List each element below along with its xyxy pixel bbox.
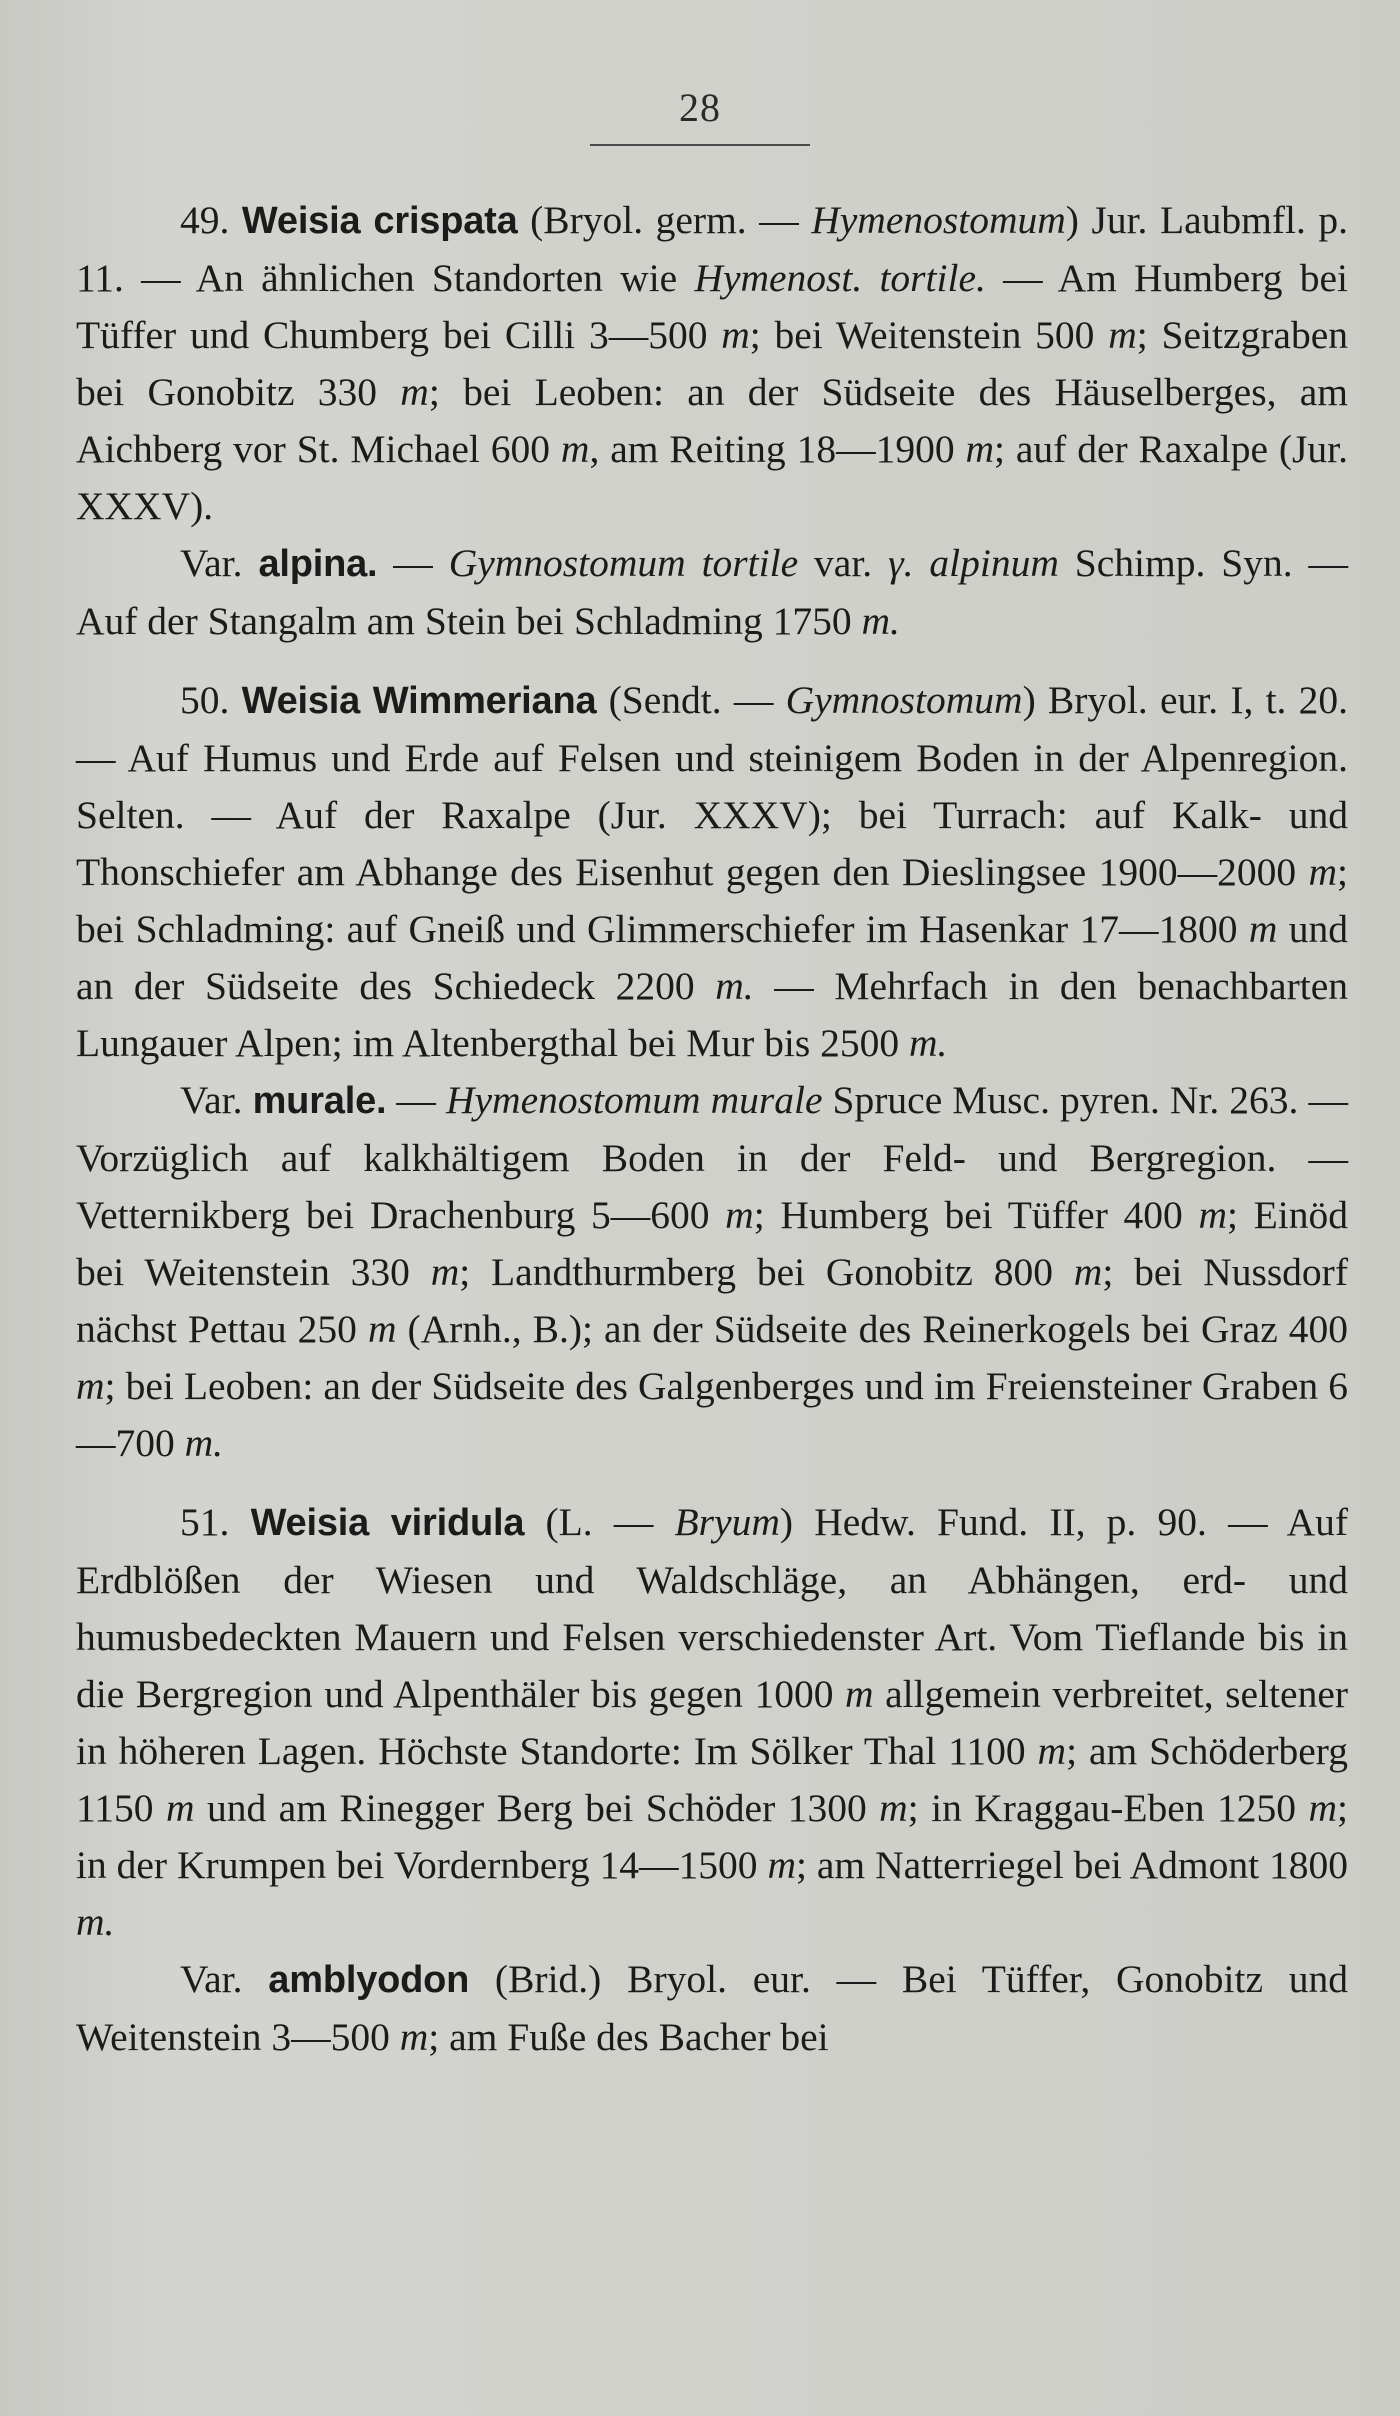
variety-paragraph: Var. amblyodon (Brid.) Bryol. eur. — Bei Tüffer, Gonobitz und Weitenstein 3—500 m; am Fuße des Bacher bei xyxy=(76,1957,1349,2059)
variety-name: murale. xyxy=(252,1080,387,1122)
header-rule xyxy=(590,144,810,146)
variety-paragraph: Var. murale. — Hymenostomum murale Spruce Musc. pyren. Nr. 263. — Vorzüglich auf kalkhältigem Boden in der Feld- und Bergregion. — Vetternikberg bei Drachenburg 5—600 m; Humberg bei Tüffer 400 m; Einöd bei Weitenstein 330 m; Landthurmberg bei Gonobitz 800 m; bei Nussdorf nächst Pettau 250 m (Arnh., B.); an der Südseite des Reinerkogels bei Graz 400 m; bei Leoben: an der Südseite des Galgenberges und im Freiensteiner Graben 6—700 m. xyxy=(76,1078,1348,1465)
page-number: 28 xyxy=(679,85,721,130)
entry-50: 50. Weisia Wimmeriana (Sendt. — Gymnostomum) Bryol. eur. I, t. 20. — Auf Humus und Erde auf Felsen und steinigem Boden in der Alpenregion. Selten. — Auf der Raxalpe (Jur. XXXV); bei Turrach: auf Kalk- und Thonschiefer am Abhange des Eisenhut gegen den Dieslingsee 1900—2000 m; bei Schladming: auf Gneiß und Glimmerschiefer im Hasenkar 17—1800 m und an der Südseite des Schiedeck 2200 m. — Mehrfach in den benachbarten Lungauer Alpen; im Altenbergthal bei Mur bis 2500 m. xyxy=(76,678,1349,1065)
variety-name: alpina. xyxy=(258,543,378,585)
page-body xyxy=(76,192,1348,2066)
entry-number: 50. xyxy=(180,678,230,722)
entry-number: 49. xyxy=(180,198,230,242)
entry-49: 49. Weisia crispata (Bryol. germ. — Hymenostomum) Jur. Laubmfl. p. 11. — An ähnlichen Standorten wie Hymenost. tortile. — Am Humberg bei Tüffer und Chumberg bei Cilli 3—500 m; bei Weitenstein 500 m; Seitzgraben bei Gonobitz 330 m; bei Leoben: an der Südseite des Häuselberges, am Aichberg vor St. Michael 600 m, am Reiting 18—1900 m; auf der Raxalpe (Jur. XXXV). xyxy=(76,198,1349,528)
entry-51: 51. Weisia viridula (L. — Bryum) Hedw. Fund. II, p. 90. — Auf Erdblößen der Wiesen und Waldschläge, an Abhängen, erd- und humusbedeckten Mauern und Felsen verschiedenster Art. Vom Tieflande bis in die Bergregion und Alpenthäler bis gegen 1000 m allgemein verbreitet, seltener in höheren Lagen. Höchste Standorte: Im Sölker Thal 1100 m; am Schöderberg 1150 m und am Rinegger Berg bei Schöder 1300 m; in Kraggau-Eben 1250 m; in der Krumpen bei Vordernberg 14—1500 m; am Natterriegel bei Admont 1800 m. xyxy=(76,1500,1349,1944)
variety-name: amblyodon xyxy=(268,1959,470,2001)
variety-paragraph: Var. alpina. — Gymnostomum tortile var. γ. alpinum Schimp. Syn. — Auf der Stangalm am Stein bei Schladming 1750 m. xyxy=(76,541,1348,643)
species-name: Weisia viridula xyxy=(250,1502,525,1544)
entry-number: 51. xyxy=(180,1500,230,1544)
species-name: Weisia Wimmeriana xyxy=(241,680,597,722)
species-name: Weisia crispata xyxy=(241,200,518,242)
